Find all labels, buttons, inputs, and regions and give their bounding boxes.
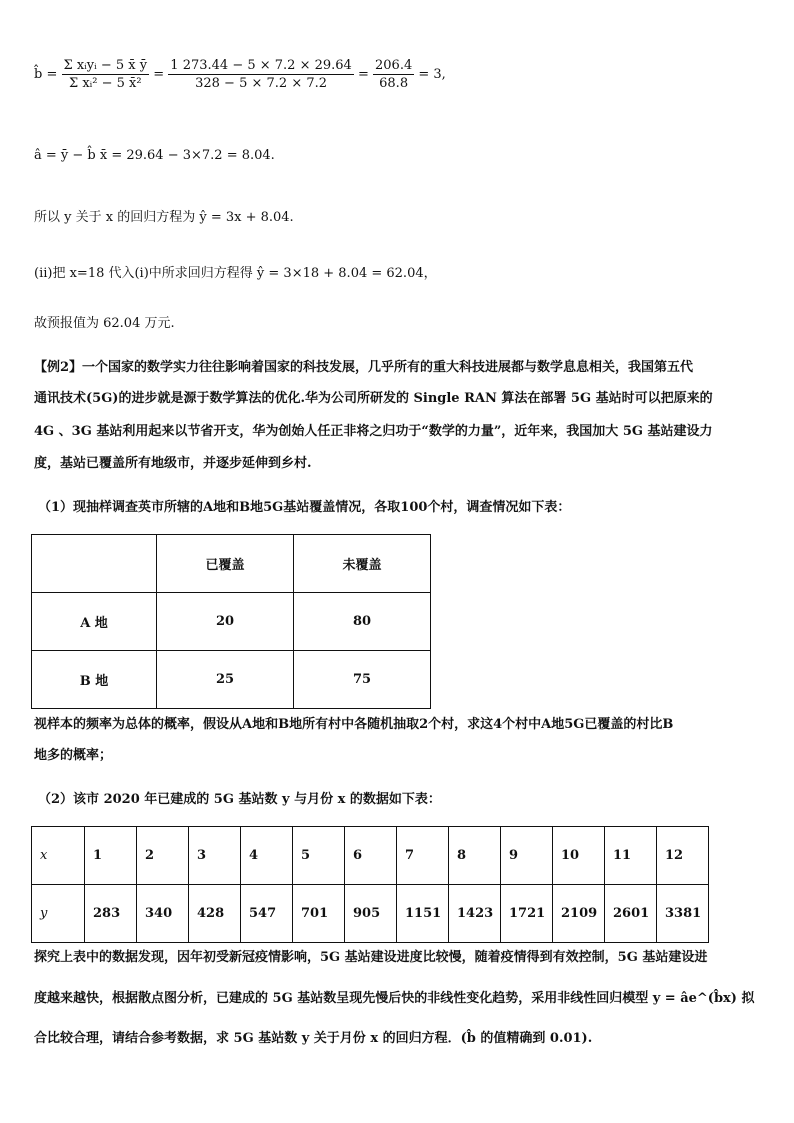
table-cell: 1151 [397, 885, 449, 943]
table-cell: 12 [657, 827, 709, 885]
table-cell: 2 [137, 827, 189, 885]
table-row-label: x [32, 827, 85, 885]
table-cell: 8 [449, 827, 501, 885]
table-cell: 6 [345, 827, 397, 885]
regression-equation-line: 所以 y 关于 x 的回归方程为 ŷ = 3x + 8.04. [34, 210, 294, 225]
example2-line-3: 4G 、3G 基站利用起来以节省开支，华为创始人任正非将之归功于“数学的力量”，近年来，我国加大 5G 基站建设力 [34, 424, 713, 439]
table-cell: 3 [189, 827, 241, 885]
table-cell: 428 [189, 885, 241, 943]
table-cell: 1 [85, 827, 137, 885]
b-hat-fraction-symbolic [62, 58, 150, 91]
fraction-numerator: Σ xᵢyᵢ − 5 x̄ ȳ [63, 58, 148, 73]
table-cell: 701 [293, 885, 345, 943]
table-cell: 75 [294, 651, 431, 709]
table-row-y [32, 885, 709, 943]
b-hat-lhs: b̂ = [34, 67, 58, 82]
table-header-not-covered: 未覆盖 [294, 535, 431, 593]
formula-b-hat [34, 58, 446, 91]
part2-text-line-3: 合比较合理，请结合参考数据，求 5G 基站数 y 关于月份 x 的回归方程．(b̂ 的值精确到 0.01). [34, 1031, 593, 1046]
table-cell: 7 [397, 827, 449, 885]
formula-a-hat: â = ȳ − b̂ x̄ = 29.64 − 3×7.2 = 8.04. [34, 148, 275, 163]
table-cell: 2601 [605, 885, 657, 943]
table-cell: 340 [137, 885, 189, 943]
fraction-denominator: 68.8 [379, 76, 409, 91]
prediction-line: 故预报值为 62.04 万元. [34, 316, 175, 331]
table-cell: 905 [345, 885, 397, 943]
part2-intro: （2）该市 2020 年已建成的 5G 基站数 y 与月份 x 的数据如下表： [38, 792, 441, 807]
part2-text-line-2: 度越来越快，根据散点图分析，已建成的 5G 基站数呈现先慢后快的非线性变化趋势，采用非线性回归模型 y = âe^(b̂x) 拟 [34, 991, 755, 1006]
table-cell: 5 [293, 827, 345, 885]
table-row [32, 651, 431, 709]
table-cell: 1423 [449, 885, 501, 943]
table-cell: 4 [241, 827, 293, 885]
fraction-denominator: Σ xᵢ² − 5 x̄² [69, 76, 142, 91]
table-row-label: y [32, 885, 85, 943]
example2-line-2: 通讯技术(5G)的进步就是源于数学算法的优化.华为公司所研发的 Single RAN 算法在部署 5G 基站时可以把原来的 [34, 391, 713, 406]
table-cell: 283 [85, 885, 137, 943]
b-hat-fraction-simplified [373, 58, 414, 91]
part1-intro: （1）现抽样调查英市所辖的A地和B地5G基站覆盖情况，各取100个村，调查情况如下表： [38, 500, 571, 515]
part1-question-line-1: 视样本的频率为总体的概率，假设从A地和B地所有村中各随机抽取2个村，求这4个村中A地5G已覆盖的村比B [34, 717, 674, 732]
fraction-denominator: 328 − 5 × 7.2 × 7.2 [195, 76, 328, 91]
table-cell [32, 535, 157, 593]
table-row-x [32, 827, 709, 885]
table-cell: 2109 [553, 885, 605, 943]
coverage-table [31, 534, 431, 709]
part-ii-line: (ⅱ)把 x=18 代入(ⅰ)中所求回归方程得 ŷ = 3×18 + 8.04 = 62.04， [34, 266, 437, 281]
table-header-covered: 已覆盖 [157, 535, 294, 593]
table-cell: 20 [157, 593, 294, 651]
table-cell: 10 [553, 827, 605, 885]
table-cell: 547 [241, 885, 293, 943]
part1-question-line-2: 地多的概率； [34, 748, 113, 763]
table-cell: 80 [294, 593, 431, 651]
fraction-numerator: 1 273.44 − 5 × 7.2 × 29.64 [170, 58, 352, 73]
example2-line-4: 度，基站已覆盖所有地级市，并逐步延伸到乡村. [34, 456, 312, 471]
fraction-numerator: 206.4 [375, 58, 413, 73]
table-header-row [32, 535, 431, 593]
b-hat-fraction-numeric [168, 58, 354, 91]
part2-text-line-1: 探究上表中的数据发现，因年初受新冠疫情影响，5G 基站建设进度比较慢，随着疫情得到有效控制，5G 基站建设进 [34, 950, 708, 965]
example2-line-1: 【例2】一个国家的数学实力往往影响着国家的科技发展，几乎所有的重大科技进展都与数学息息相关，我国第五代 [34, 360, 694, 375]
table-cell: 9 [501, 827, 553, 885]
table-cell: 11 [605, 827, 657, 885]
equals-sign: = [153, 67, 165, 82]
table-row-label: A 地 [32, 593, 157, 651]
table-cell: 1721 [501, 885, 553, 943]
table-cell: 3381 [657, 885, 709, 943]
base-station-table [31, 826, 709, 943]
equals-sign: = [357, 67, 369, 82]
table-cell: 25 [157, 651, 294, 709]
table-row [32, 593, 431, 651]
b-hat-result: = 3, [418, 67, 446, 82]
table-row-label: B 地 [32, 651, 157, 709]
